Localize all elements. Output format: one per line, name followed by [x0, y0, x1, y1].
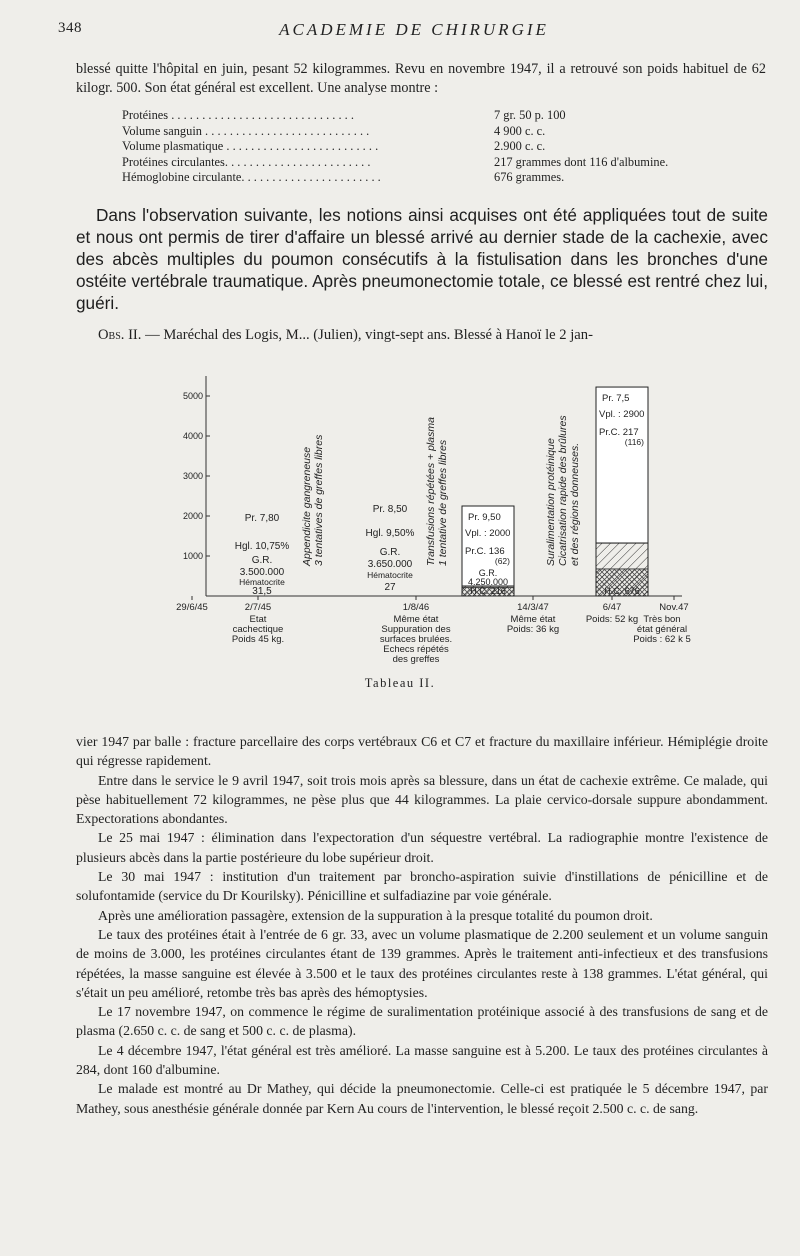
value-block-line: Hgl. 9,50% [365, 528, 415, 539]
vertical-annotation: 3 tentatives de greffes libres [313, 434, 325, 566]
value-block-line: Pr. 8,50 [372, 504, 408, 515]
bar-label-plasma-volume: Vpl. : 2900 [599, 409, 645, 421]
observation-heading [98, 327, 770, 344]
analysis-results [122, 108, 772, 186]
x-tick-label: 2/7/45 [244, 602, 272, 613]
bar-label-protein: Pr. 9,50 [468, 512, 501, 523]
vertical-annotation: 1 tentative de greffes libres [437, 439, 449, 566]
date-caption-line: Poids 45 kg. [231, 634, 285, 645]
bar-label-circulating-protein: Pr.C. 136 [465, 546, 505, 557]
journal-title: ACADEMIE DE CHIRURGIE [279, 20, 549, 39]
body-paragraph: Le 17 novembre 1947, on commence le régime de suralimentation protéinique associé à des transfusions de sang et de plasma (2.650 c. c. de sang et 500 c. c. de plasma). [76, 1004, 768, 1039]
bar-label-plasma-volume: Vpl. : 2000 [465, 528, 511, 539]
bar-label-circulating-protein: Pr.C. 217 [599, 427, 639, 439]
vertical-annotation: Appendicite gangreneuse [301, 446, 313, 566]
value-block-line: 31,5 [252, 586, 272, 597]
bar-label-hemoglobin: H.C. 676 [604, 586, 640, 596]
date-caption-line: état général [636, 624, 688, 635]
body-paragraph: Le taux des protéines était à l'entrée de 6 gr. 33, avec un volume plasmatique de 2.200 seulement et un volume sanguin de moins de 3.000, les protéines circulantes étant de 139 grammes. Après le traitement anti-infectieux et des transfusions répétées, la masse sanguine est élevée à 3.500 et le taux des protéines circulantes reste à 138 grammes. L'état général, qui s'était un peu amélioré, retombe très bas après des hémoptysies. [76, 926, 768, 1000]
result-label: Protéines circulantes. . . . . . . . . . . . . . . . . . . . . . . . [122, 154, 371, 169]
date-caption-line: Même état [510, 614, 556, 625]
summary-paragraph [76, 204, 768, 314]
result-label: Protéines . . . . . . . . . . . . . . . . . . . . . . . . . . . . . . [122, 108, 354, 122]
date-caption-line: Poids: 36 kg [506, 624, 560, 635]
result-label: Volume plasmatique . . . . . . . . . . . . . . . . . . . . . . . . . [122, 139, 379, 153]
observation-label: Obs. II. [98, 327, 142, 343]
body-text [76, 732, 768, 1118]
date-caption-line: surfaces brulées. [379, 634, 453, 645]
date-caption-line: Très bon [643, 614, 681, 625]
intro-paragraph: blessé quitte l'hôpital en juin, pesant 52 kilogrammes. Revu en novembre 1947, il a retrouvé son poids habituel de 62 kilogr. 500. Son état général est excellent. Une analyse montre : [76, 61, 766, 96]
result-row [122, 155, 772, 171]
vertical-annotation: Cicatrisation rapide des brûlures [557, 415, 569, 566]
result-label: Volume sanguin . . . . . . . . . . . . . . . . . . . . . . . . . . . [122, 123, 370, 138]
result-value: 4 900 c. c. [494, 123, 546, 138]
body-paragraph: vier 1947 par balle : fracture parcellaire des corps vertébraux C6 et C7 et fracture du maxillaire inférieur. Hémiplégie droite qui régresse rapidement. [76, 734, 768, 769]
body-paragraph: Le malade est montré au Dr Mathey, qui décide la pneumonectomie. Celle-ci est pratiquée le 5 décembre 1947, par Mathey, sous anesthésie générale donnée par Kern Au cours de l'intervention, le blessé reçoit 2.500 c. c. de sang. [76, 1081, 768, 1116]
vertical-annotation: et des régions donneuses. [569, 442, 581, 566]
body-paragraph: Le 30 mai 1947 : institution d'un traitement par broncho-aspiration suivie d'instillations de pénicilline et de solufontamide (service du Dr Kourilsky). Pénicilline et sulfadiazine par voie générale. [76, 869, 768, 904]
bar-label-hemoglobin: H.C. 216 [470, 586, 506, 596]
y-tick-label: 5000 [182, 391, 203, 401]
x-tick-label: 1/8/46 [402, 602, 430, 613]
result-value: 676 grammes. [494, 170, 565, 184]
result-value: 217 grammes dont 116 d'albumine. [494, 154, 669, 169]
x-tick-label: 29/6/45 [176, 602, 208, 613]
value-block-line: Hématocrite [367, 570, 413, 580]
date-caption-line: Suppuration des [381, 624, 451, 635]
result-row [122, 170, 772, 186]
date-caption-line: Echecs répétés [383, 644, 449, 655]
result-row [122, 108, 772, 124]
value-block-line: Pr. 7,80 [244, 513, 280, 524]
value-block-line: G.R. [379, 547, 401, 558]
y-tick-label: 2000 [182, 511, 203, 521]
bar-label-red-cell-count: 4.250.000 [467, 577, 509, 587]
vertical-annotation: Suralimentation protéinique [545, 438, 557, 566]
result-value: 7 gr. 50 p. 100 [494, 108, 566, 122]
result-row [122, 139, 772, 155]
date-caption-line: des greffes [392, 654, 440, 665]
date-caption-line: Poids : 62 k 5 [633, 634, 691, 645]
body-paragraph: Entre dans le service le 9 avril 1947, soit trois mois après sa blessure, dans un état de cachexie extrême. Ce malade, qui pèse habituellement 72 kilogrammes, ne pèse plus que 44 kilogrammes. La plaie cervico-dorsale suppure abondamment. Expectorations abondantes. [76, 772, 768, 827]
result-value: 2.900 c. c. [494, 139, 546, 153]
observation-text: — Maréchal des Logis, M... (Julien), vingt-sept ans. Blessé à Hanoï le 2 jan- [145, 327, 593, 343]
result-row [122, 124, 772, 140]
bar-label-protein: Pr. 7,5 [602, 393, 630, 405]
body-paragraph: Après une amélioration passagère, extension de la suppuration à la presque totalité du poumon droit. [98, 907, 653, 923]
bar-label-albumin: (116) [624, 437, 644, 448]
date-caption-line: cachectique [232, 624, 284, 635]
summary-text: Dans l'observation suivante, les notions ainsi acquises ont été appliquées tout de suite et nous ont permis de tirer d'affaire un blessé arrivé au dernier stade de la cachexie, avec des abcès multiples du poumon consécutifs à la fistulisation dans les bronches d'une ostéite vertébrale traumatique. Après pneumonectomie totale, ce blessé est rentré chez lui, guéri. [76, 205, 768, 313]
chart-root [176, 376, 691, 665]
page-header [58, 20, 770, 46]
x-tick-label: 6/47 [602, 602, 622, 613]
bar-label-red-cells: G.R. [478, 568, 498, 578]
value-block-line: 3.500.000 [239, 567, 285, 578]
page-number: 348 [58, 20, 82, 36]
date-caption-line: Etat [249, 614, 267, 625]
y-tick-label: 4000 [182, 431, 203, 441]
value-block-line: G.R. [251, 555, 273, 566]
value-block-line: Hgl. 10,75% [234, 541, 290, 552]
x-tick-label: 14/3/47 [517, 602, 549, 613]
figure-caption: Tableau II. [364, 676, 436, 690]
date-caption-line: Poids: 52 kg [585, 614, 639, 625]
y-tick-label: 3000 [182, 471, 203, 481]
y-tick-label: 1000 [182, 551, 203, 561]
value-block-line: 3.650.000 [367, 559, 413, 570]
bar-label-albumin: (62) [494, 556, 510, 566]
value-block-line: Hématocrite [239, 577, 285, 587]
x-tick-label: Nov.47 [659, 602, 689, 613]
tableau-chart [162, 372, 722, 672]
vertical-annotation: Transfusions répétées + plasma [425, 417, 437, 566]
body-paragraph: Le 4 décembre 1947, l'état général est très amélioré. La masse sanguine est à 5.200. Le taux des protéines circulantes à 284, dont 160 d'albumine. [76, 1042, 768, 1078]
body-paragraph: Le 25 mai 1947 : élimination dans l'expectoration d'un séquestre vertébral. La radiographie montre l'existence de plusieurs abcès dans la partie postérieure du lobe supérieur droit. [76, 830, 768, 865]
value-block-line: 27 [384, 582, 396, 593]
result-label: Hémoglobine circulante. . . . . . . . . . . . . . . . . . . . . . . [122, 170, 381, 184]
date-caption-line: Même état [393, 614, 439, 625]
